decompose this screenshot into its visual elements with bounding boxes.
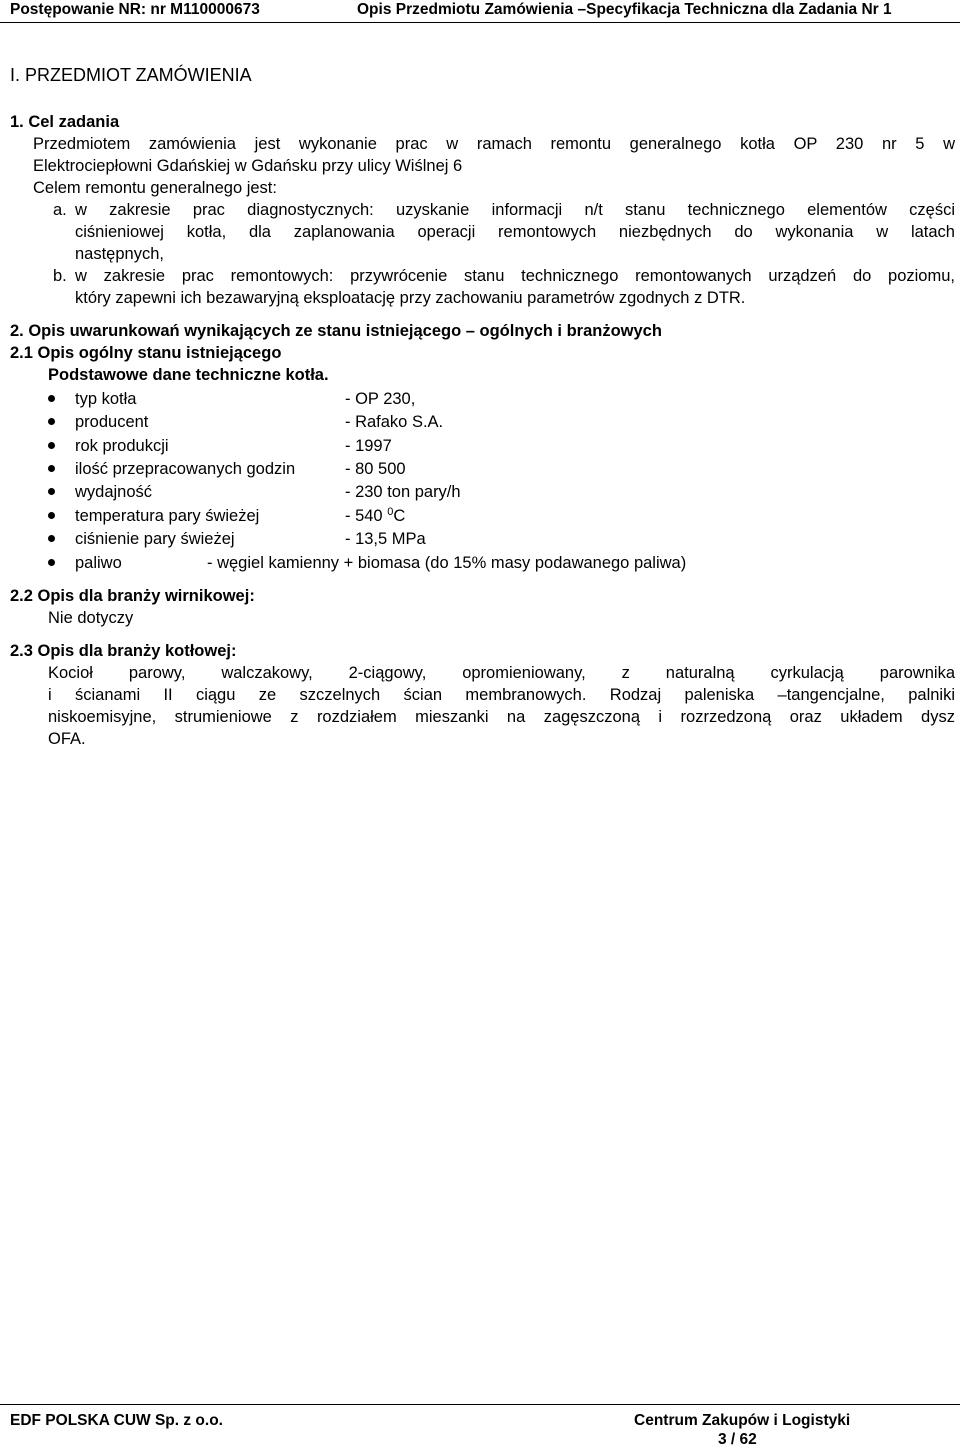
intro-line-1: Przedmiotem zamówienia jest wykonanie prac w ramach remontu generalnego kotła OP 230 nr 5 w	[33, 135, 955, 153]
bullet-icon	[48, 535, 55, 542]
bullet-icon	[48, 512, 55, 519]
footer-rule	[0, 1404, 960, 1405]
bullet-icon	[48, 559, 55, 566]
section-title: I. PRZEDMIOT ZAMÓWIENIA	[10, 65, 252, 85]
spec-value: - węgiel kamienny + biomasa (do 15% masy podawanego paliwa)	[207, 554, 687, 572]
goal-heading: 1. Cel zadania	[10, 113, 120, 131]
section2-heading: 2. Opis uwarunkowań wynikających ze stanu istniejącego – ogólnych i branżowych	[10, 322, 662, 340]
item-a-line-1: w zakresie prac diagnostycznych: uzyskanie informacji n/t stanu technicznego elementów części	[75, 201, 955, 219]
spec-label: producent	[75, 413, 149, 431]
header-left: Postępowanie NR: nr M110000673	[10, 1, 260, 18]
spec-value-unit: C	[393, 507, 406, 525]
spec-label: typ kotła	[75, 390, 137, 408]
bullet-icon	[48, 395, 55, 402]
bullet-icon	[48, 465, 55, 472]
item-a-marker: a.	[53, 201, 67, 219]
intro-line-3: Celem remontu generalnego jest:	[33, 179, 277, 197]
spec-value: - 230 ton pary/h	[345, 483, 461, 501]
item-b-marker: b.	[53, 267, 67, 285]
spec-value: - 1997	[345, 437, 392, 455]
spec-label: ciśnienie pary świeżej	[75, 530, 235, 548]
item-b-line-1: w zakresie prac remontowych: przywrócenie stanu technicznego remontowanych urządzeń do poziomu,	[75, 267, 955, 285]
page-number: 3 / 62	[718, 1431, 757, 1448]
bullet-icon	[48, 442, 55, 449]
subsection-2-3-line-3: niskoemisyjne, strumieniowe z rozdziałem mieszanki na zagęszczoną i rozrzedzoną oraz układem dysz	[48, 708, 955, 726]
subsection-2-3-heading: 2.3 Opis dla branży kotłowej:	[10, 642, 237, 660]
header-rule	[0, 22, 960, 23]
intro-line-2: Elektrociepłowni Gdańskiej w Gdańsku przy ulicy Wiślnej 6	[33, 157, 463, 175]
subsection-2-3-line-1: Kocioł parowy, walczakowy, 2-ciągowy, opromieniowany, z naturalną cyrkulacją parownika	[48, 664, 955, 682]
spec-label: temperatura pary świeżej	[75, 507, 260, 525]
footer-left: EDF POLSKA CUW Sp. z o.o.	[10, 1412, 223, 1429]
spec-value: - OP 230,	[345, 390, 416, 408]
bullet-icon	[48, 488, 55, 495]
spec-label: wydajność	[75, 483, 153, 501]
spec-value: - Rafako S.A.	[345, 413, 444, 431]
spec-value: - 13,5 MPa	[345, 530, 426, 548]
tech-data-heading: Podstawowe dane techniczne kotła.	[48, 366, 329, 384]
spec-label: paliwo	[75, 554, 122, 572]
spec-value-main: - 540	[345, 507, 388, 525]
footer-right: Centrum Zakupów i Logistyki	[634, 1412, 851, 1429]
subsection-2-2-text: Nie dotyczy	[48, 609, 134, 627]
spec-value	[345, 505, 405, 527]
subsection-2-1-heading: 2.1 Opis ogólny stanu istniejącego	[10, 344, 282, 362]
item-a-line-3: następnych,	[75, 245, 164, 263]
subsection-2-2-heading: 2.2 Opis dla branży wirnikowej:	[10, 587, 255, 605]
item-a-line-2: ciśnieniowej kotła, dla zaplanowania operacji remontowych niezbędnych do wykonania w latach	[75, 223, 955, 241]
degree-superscript: 0	[387, 506, 394, 518]
spec-label: rok produkcji	[75, 437, 169, 455]
bullet-icon	[48, 418, 55, 425]
spec-label: ilość przepracowanych godzin	[75, 460, 296, 478]
subsection-2-3-line-4: OFA.	[48, 730, 86, 748]
header-right: Opis Przedmiotu Zamówienia –Specyfikacja Techniczna dla Zadania Nr 1	[357, 1, 892, 18]
spec-value: - 80 500	[345, 460, 406, 478]
item-b-line-2: który zapewni ich bezawaryjną eksploatację przy zachowaniu parametrów zgodnych z DTR.	[75, 289, 746, 307]
subsection-2-3-line-2: i ścianami II ciągu ze szczelnych ścian membranowych. Rodzaj paleniska –tangencjalne, palniki	[48, 686, 955, 704]
